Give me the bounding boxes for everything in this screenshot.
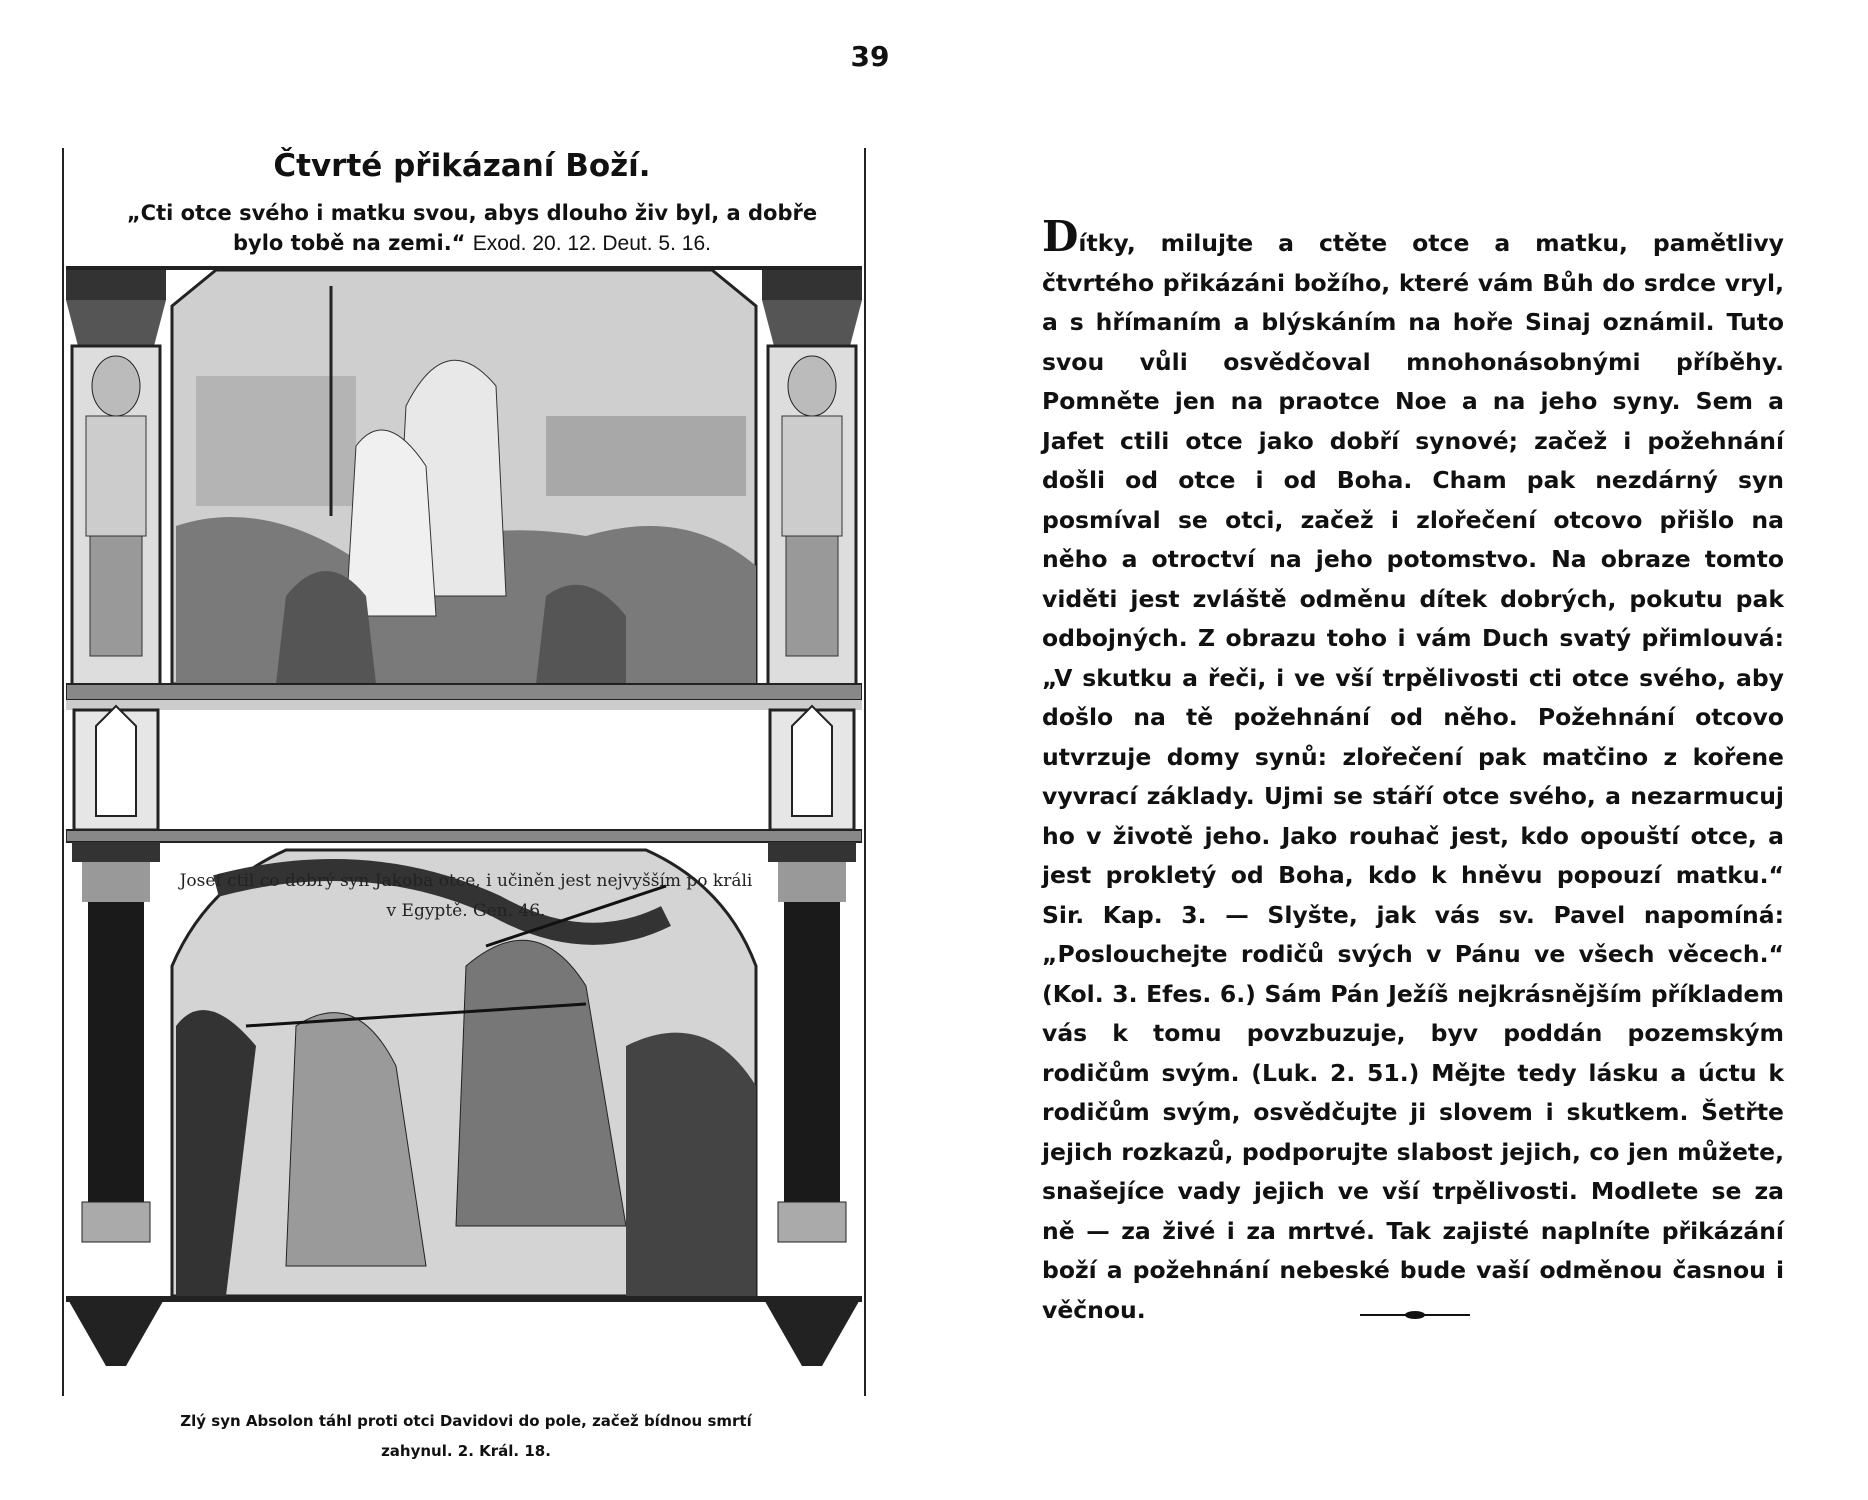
paragraph-text: ítky, milujte a ctěte otce a matku, pamětlivy čtvrtého přikázáni božího, které vám Bůh do srdce vryl, a s hřímaním a blýskáním na hoře Sinaj oznámil. Tuto svou vůli osvědčoval mnohonásobnými příběhy. Pomněte jen na praotce Noe a na jeho syny. Sem a Jafet ctili otce jako dobří synové; začež i požehnání došli od otce i od Boha. Cham pak nezdárný syn posmíval se otci, začež i zlořečení otcovo přišlo na něho a otroctví na jeho potomstvo. Na obraze tomto viděti jest zvláště odměnu dítek dobrých, pokutu pak odbojných. Z obrazu toho i vám Duch svatý přimlouvá: „V skutku a řeči, i ve vší trpělivosti cti otce svého, aby došlo na tě požehnání od něho. Požehnání otcovo utvrzuje domy synů: zlořečení pak matčino z kořene vyvrací základy. Ujmi se stáří otce svého, a nezarmucuj ho v životě jeho. Jako rouhač jest, kdo opouští otce, a jest prokletý od Boha, kdo k hněvu popouzí matku.“ Sir. Kap. 3. — Slyšte, jak vás sv. Pavel napomíná: „Poslouchejte rodičů svých v Pánu ve všech věcech.“ (Kol. 3. Efes. 6.) Sám Pán Ježíš nejkrásnějším příkladem vás k tomu povzbuzuje, byv poddán pozemským rodičům svým. (Luk. 2. 51.) Mějte tedy lásku a úctu k rodičům svým, osvědčujte ji slovem i skutkem. Šetřte jejich rozkazů, podporujte slabost jejich, co jen můžete, snašejíce vady jejich ve vší trpělivosti. Modlete se za ně — za živé i za mrtvé. Tak zajisté naplníte přikázání boží a požehnání nebeské bude vaší odměnou časnou i věčnou. [1042, 229, 1784, 1324]
middle-caption: Josef ctil co dobrý syn Jakoba otce, i učiněn jest nejvyšším po králi v Egyptě. Gen. 46. [179, 871, 753, 921]
upper-scene-joseph [172, 270, 756, 684]
plate-right-rule [864, 148, 866, 1396]
bottom-caption: Zlý syn Absolon táhl proti otci Davidovi do pole, začež bídnou smrtí zahynul. 2. Král. 18. [180, 1412, 752, 1460]
quote-reference: Exod. 20. 12. Deut. 5. 16. [472, 232, 711, 255]
drop-cap: D [1042, 212, 1079, 261]
page-number: 39 [850, 40, 890, 73]
plate-left-rule [62, 148, 64, 1396]
lower-left-column [66, 842, 166, 1366]
lower-right-column [762, 842, 862, 1366]
tailpiece-ornament [1360, 1308, 1470, 1322]
illustrated-plate [62, 148, 866, 1460]
middle-panels [66, 706, 862, 842]
plate-title: Čtvrté přikázaní Boží. [273, 148, 651, 184]
right-pharaoh-column [762, 270, 862, 686]
engraving-frame [66, 266, 862, 1460]
body-paragraph [1042, 212, 1784, 1330]
plate-quote [122, 198, 822, 259]
quote-text: „Cti otce svého i matku svou, abys dlouho živ byl, a dobře bylo tobě na zemi.“ [126, 201, 818, 255]
left-pharaoh-column [66, 270, 166, 686]
engraving-artwork [66, 266, 862, 1388]
